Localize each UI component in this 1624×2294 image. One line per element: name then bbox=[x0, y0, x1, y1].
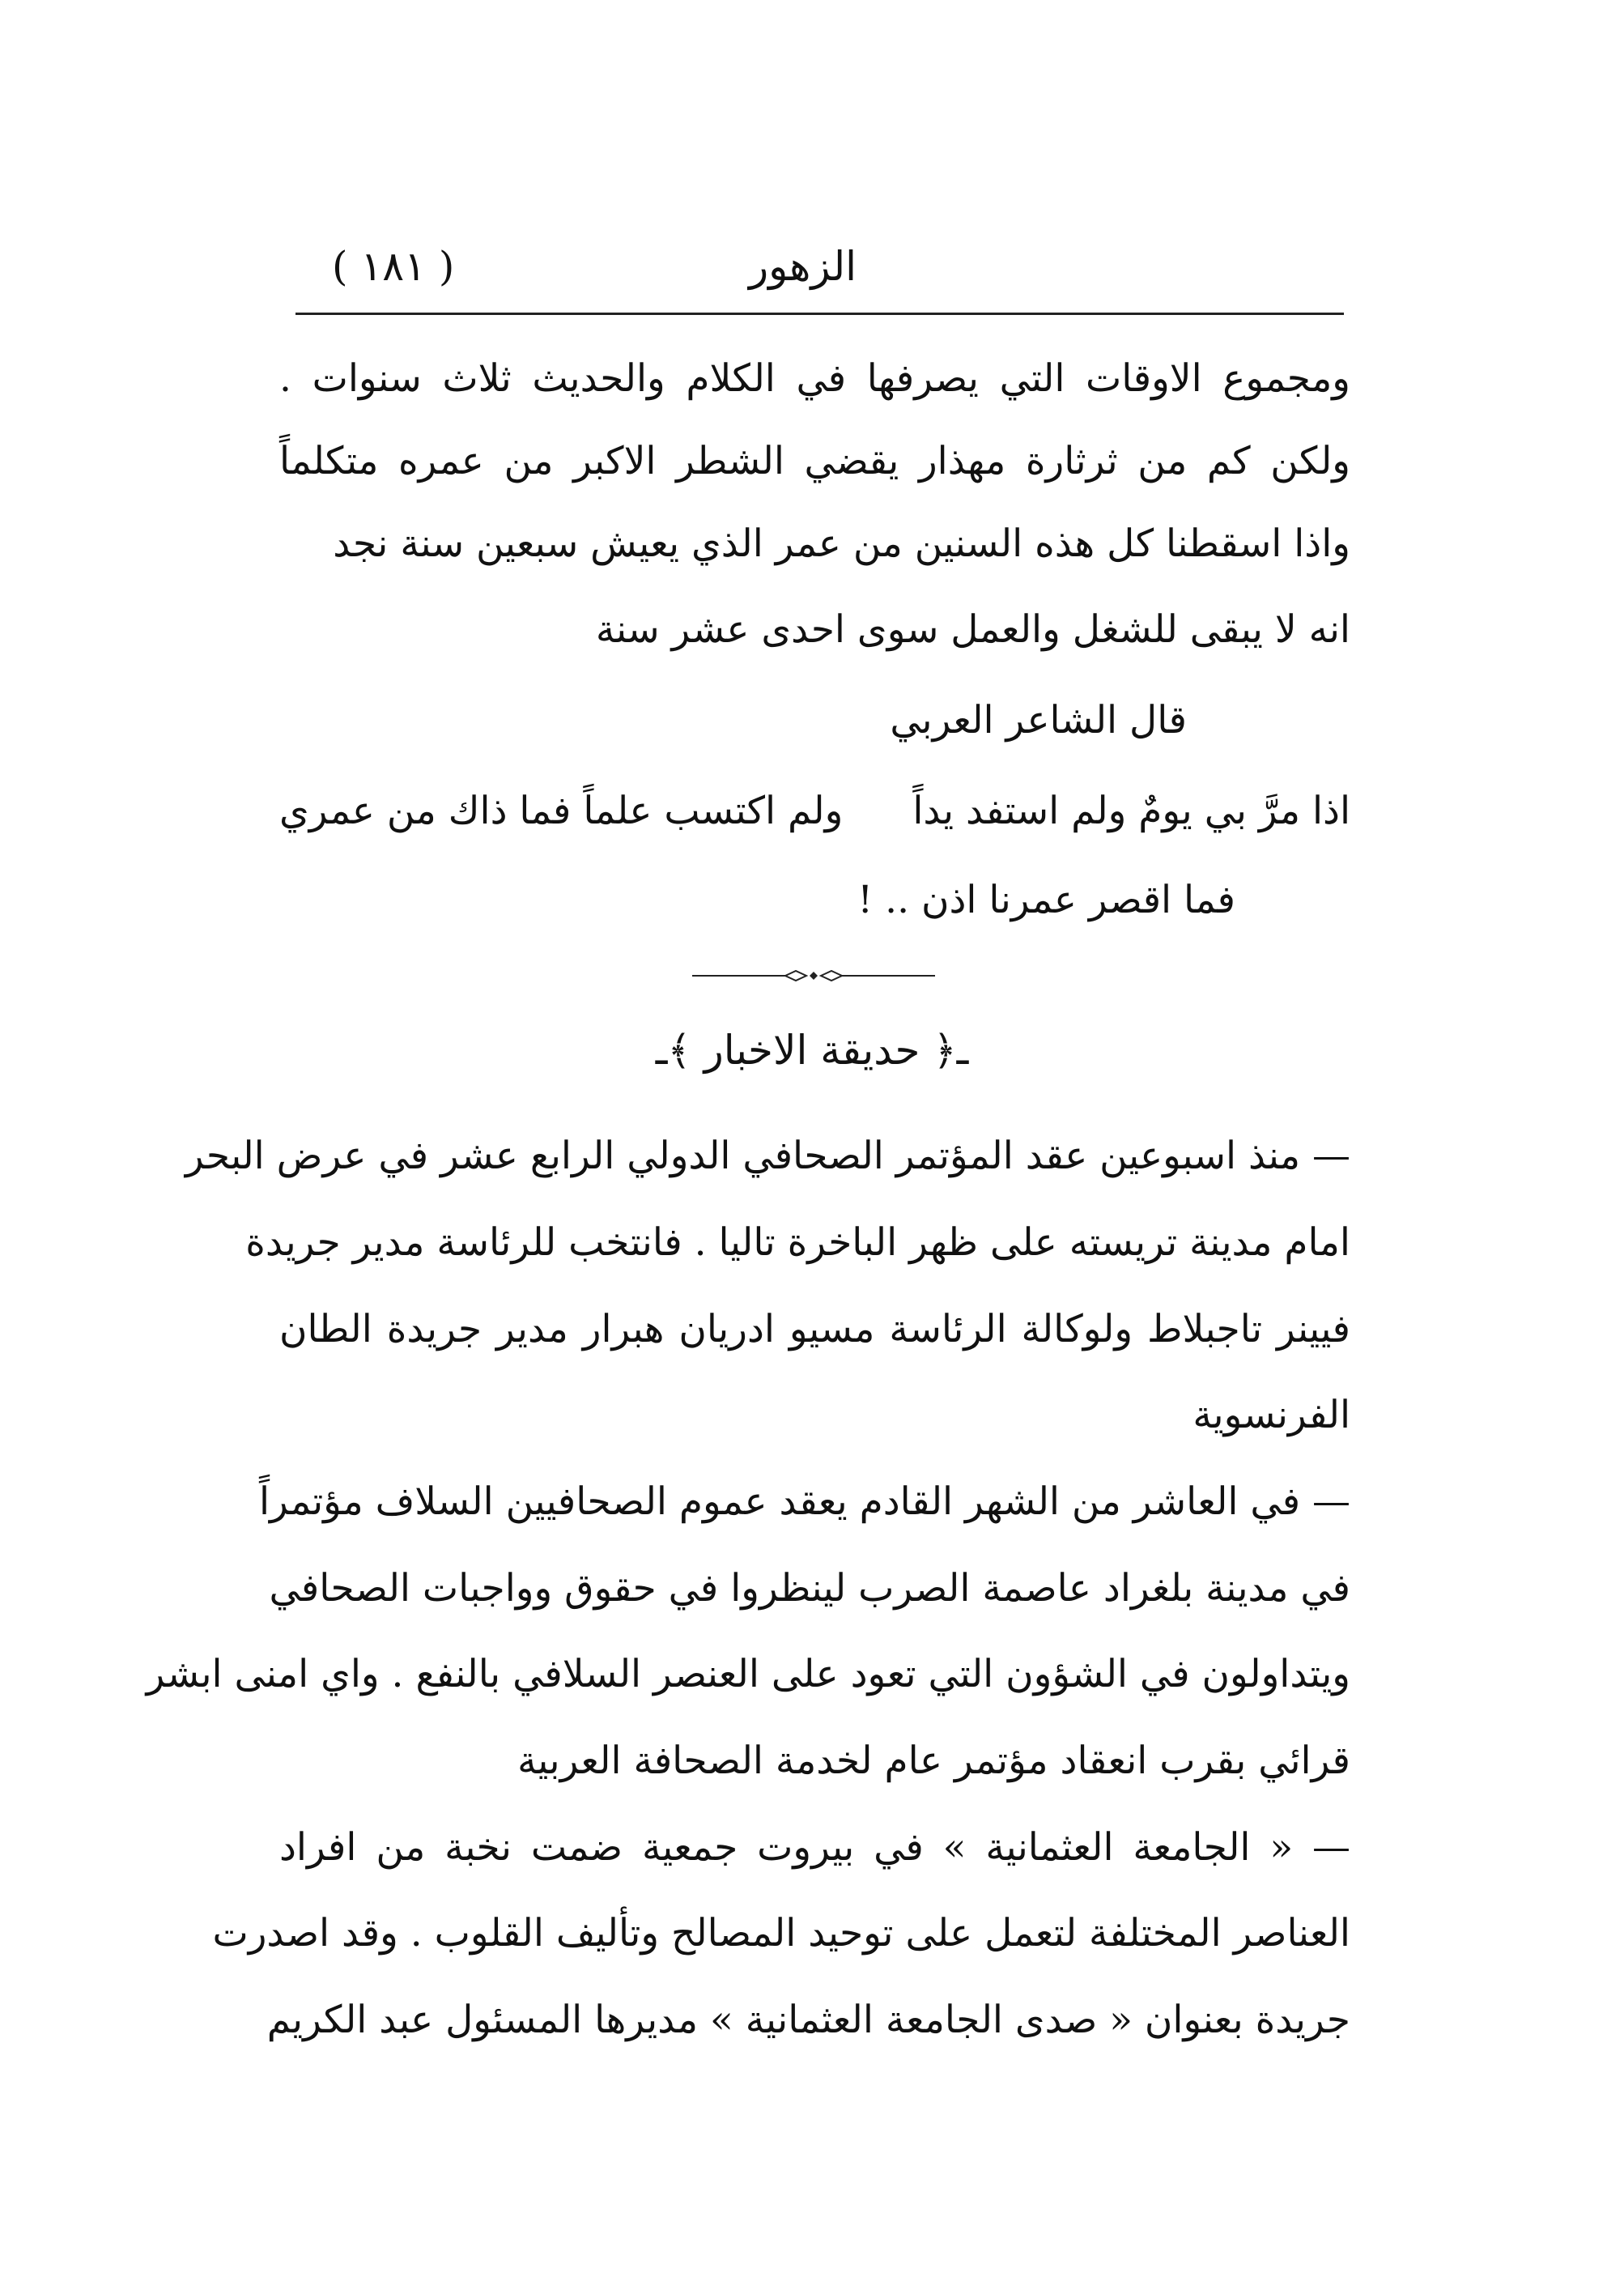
news-line: الفرنسوية bbox=[1192, 1393, 1350, 1437]
text-line: ولكن كم من ثرثارة مهذار يقضي الشطر الاكبر من عمره متكلماً bbox=[279, 439, 1350, 483]
text-line: ومجموع الاوقات التي يصرفها في الكلام والحديث ثلاث سنوات . bbox=[279, 356, 1350, 401]
text-line: واذا اسقطنا كل هذه السنين من عمر الذي يعيش سبعين سنة نجد bbox=[333, 521, 1350, 566]
text-line: انه لا يبقى للشغل والعمل سوى احدى عشر سنة bbox=[595, 607, 1350, 652]
poem-hemistich-first: اذا مرَّ بي يومٌ ولم استفد يداً bbox=[912, 789, 1350, 833]
poem-attribution: قال الشاعر العربي bbox=[890, 698, 1187, 743]
header-rule bbox=[295, 313, 1344, 315]
page-number: ( ١٨١ ) bbox=[332, 243, 455, 290]
news-line: في مدينة بلغراد عاصمة الصرب لينظروا في حقوق وواجبات الصحافي bbox=[269, 1566, 1350, 1611]
news-line: — منذ اسبوعين عقد المؤتمر الصحافي الدولي الرابع عشر في عرض البحر bbox=[185, 1134, 1350, 1178]
news-line: — « الجامعة العثمانية » في بيروت جمعية ضمت نخبة من افراد bbox=[279, 1825, 1350, 1870]
news-line: امام مدينة تريسته على ظهر الباخرة تاليا . فانتخب للرئاسة مدير جريدة bbox=[245, 1220, 1350, 1265]
ornament-divider bbox=[692, 968, 935, 984]
news-line: العناصر المختلفة لتعمل على توحيد المصالح وتأليف القلوب . وقد اصدرت bbox=[212, 1911, 1350, 1956]
news-line: قرائي بقرب انعقاد مؤتمر عام لخدمة الصحافة العربية bbox=[517, 1739, 1350, 1783]
news-line: ويتداولون في الشؤون التي تعود على العنصر السلافي بالنفع . واي امنى ابشر bbox=[146, 1652, 1350, 1696]
news-line: — في العاشر من الشهر القادم يعقد عموم الصحافيين السلاف مؤتمراً bbox=[258, 1479, 1350, 1524]
poem-verse bbox=[279, 787, 1350, 836]
news-line: فيينر تاجبلاط ولوكالة الرئاسة مسيو ادريان هبرار مدير جريدة الطان bbox=[279, 1307, 1350, 1351]
poem-closing: فما اقصر عمرنا اذن .. ! bbox=[857, 878, 1235, 922]
poem-hemistich-second: ولم اكتسب علماً فما ذاك من عمري bbox=[279, 789, 844, 833]
running-title: الزهور bbox=[749, 243, 857, 290]
page-header bbox=[300, 243, 1344, 308]
section-heading: ـ﴿ حديقة الاخبار ﴾ـ bbox=[655, 1027, 969, 1074]
news-line: جريدة بعنوان « صدى الجامعة العثمانية » مديرها المسئول عبد الكريم bbox=[266, 1998, 1350, 2042]
